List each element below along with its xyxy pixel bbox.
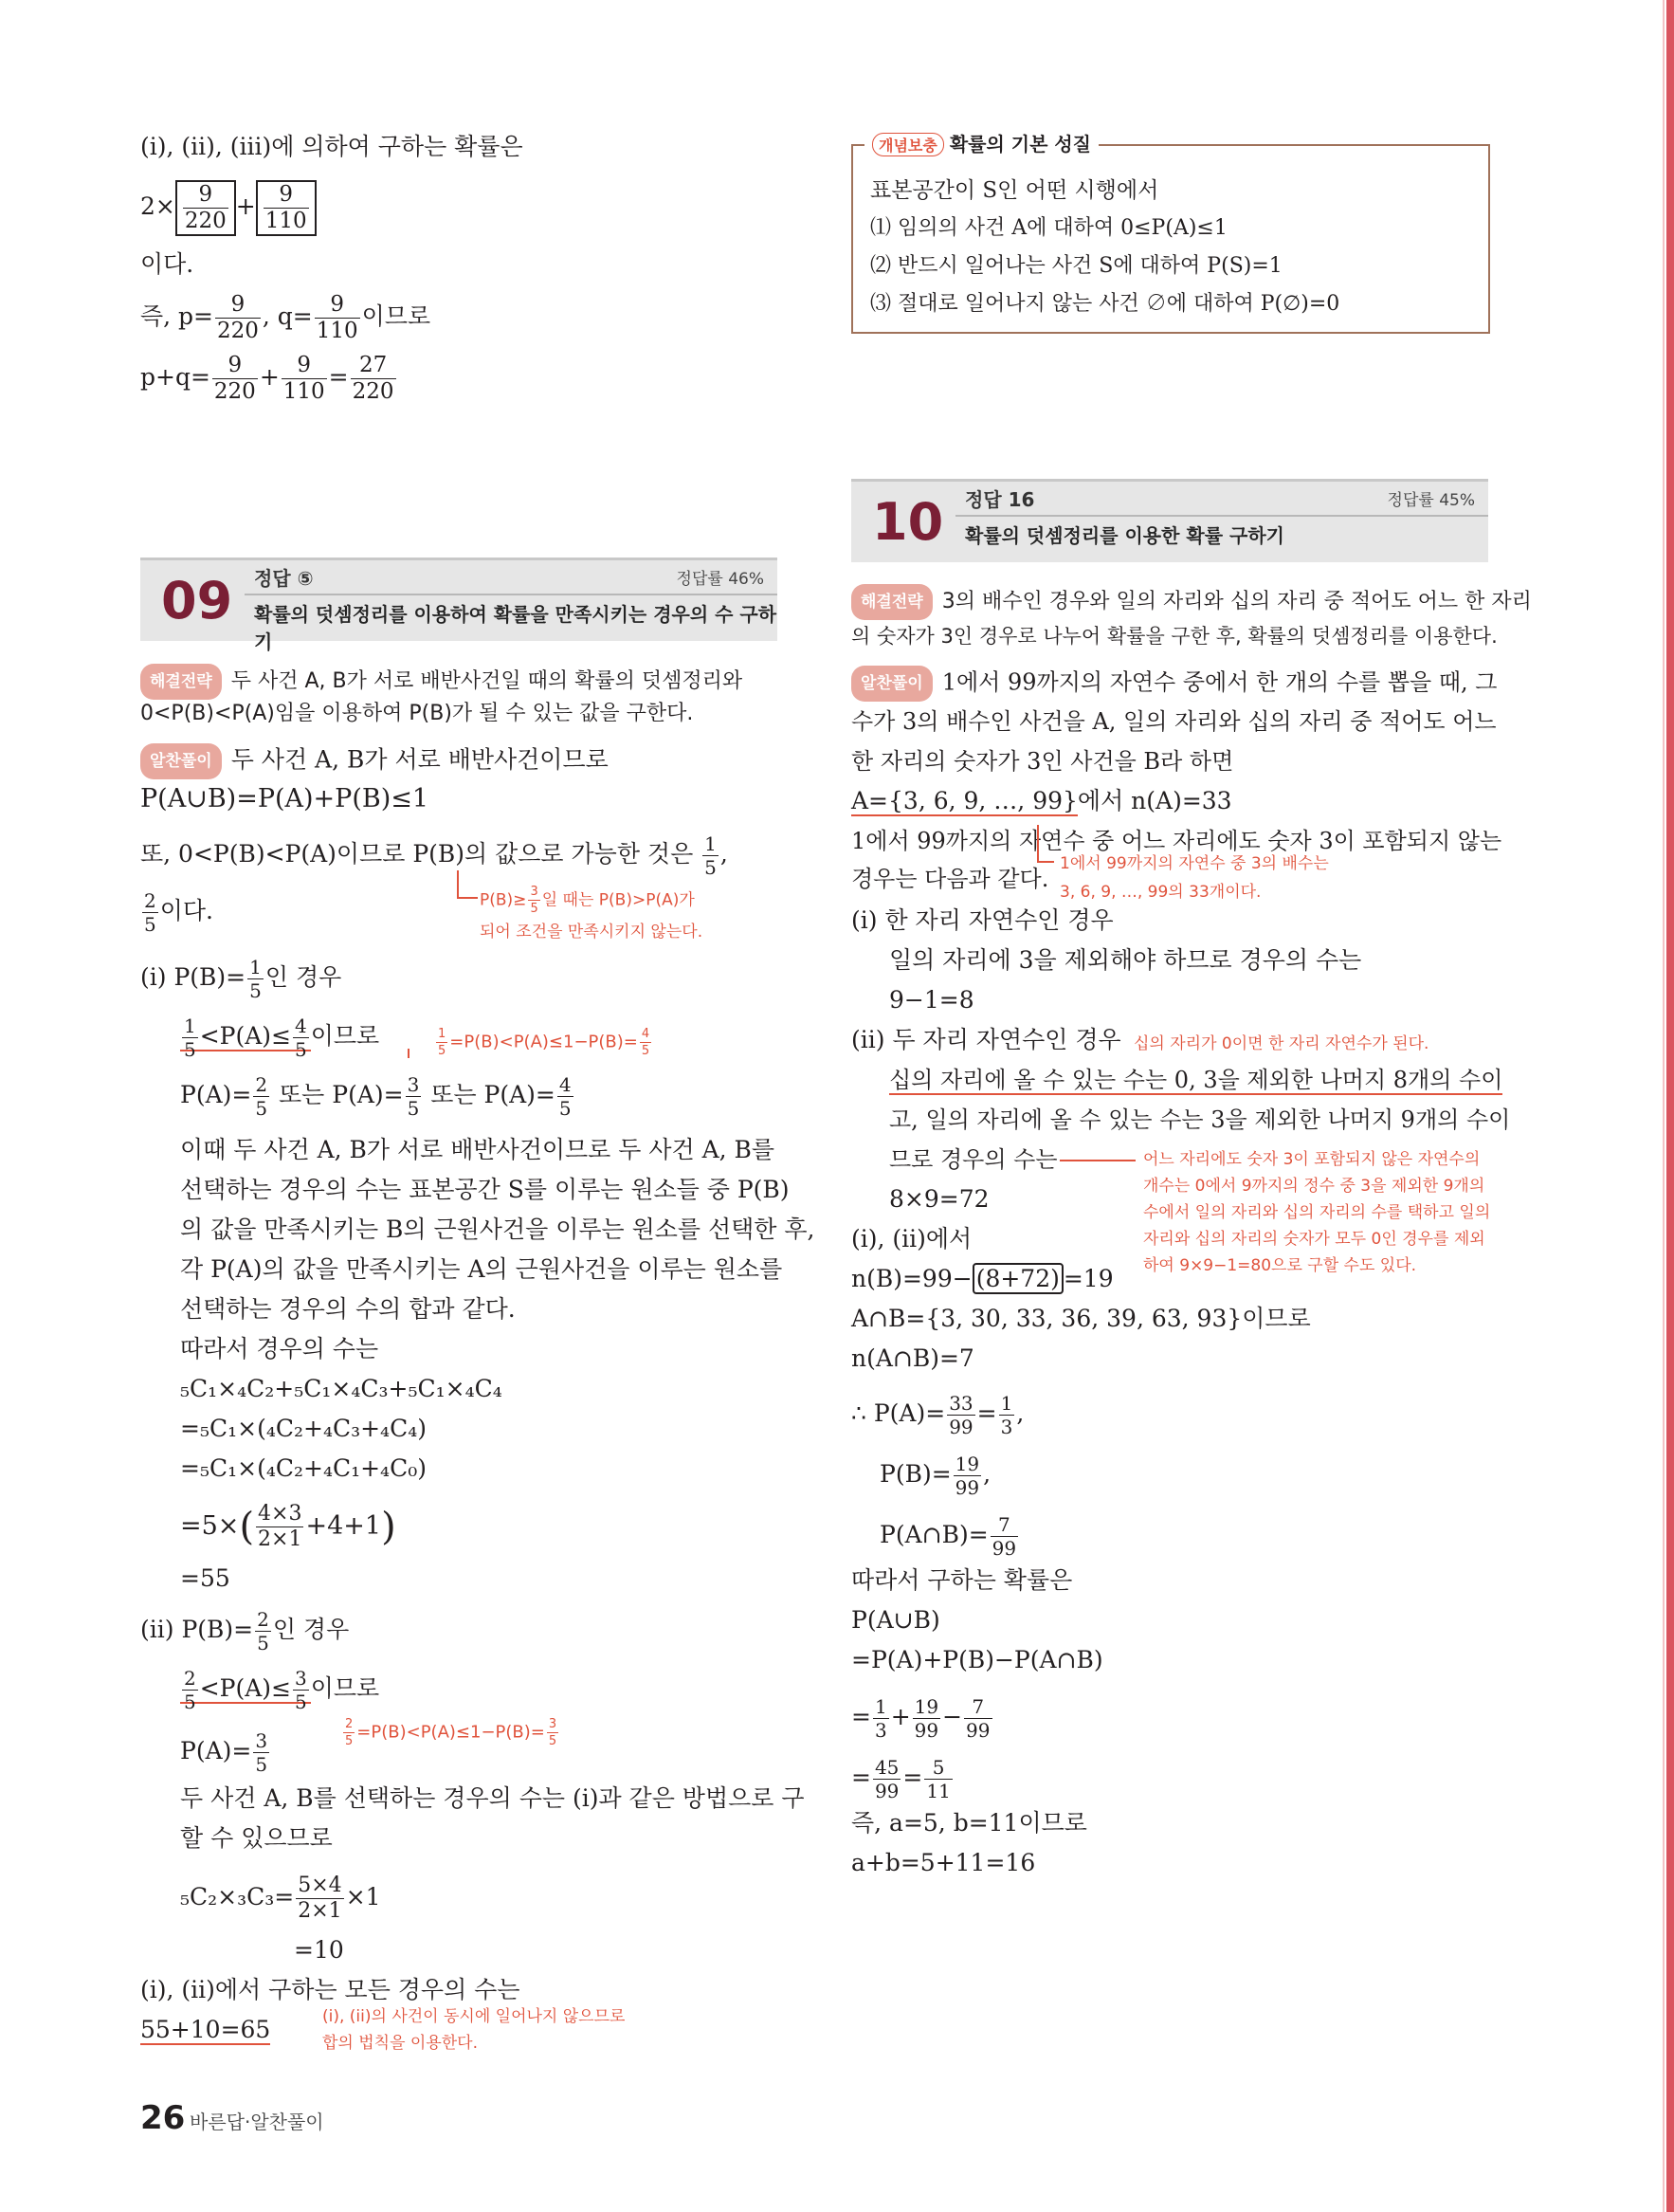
concept-line: ⑵ 반드시 일어나는 사건 S에 대하여 P(S)=1 xyxy=(870,254,1283,278)
concept-line: 표본공간이 S인 어떤 시행에서 xyxy=(870,178,1159,203)
paragraph-line: 의 값을 만족시키는 B의 근원사건을 이루는 원소를 선택한 후, xyxy=(180,1216,815,1243)
page-number: 26 xyxy=(140,2099,186,2137)
formula-line: 9−1=8 xyxy=(889,986,974,1014)
formula-line: $\frac{2}{5}$ <P(A)≤ $\frac{3}{5}$ 이므로 xyxy=(180,1669,379,1711)
annotation-note: 자리와 십의 자리의 숫자가 모두 0인 경우를 제외 xyxy=(1143,1230,1485,1249)
formula-line: A∩B={3, 30, 33, 36, 39, 63, 93}이므로 xyxy=(851,1305,1311,1332)
annotation-note: 합의 법칙을 이용한다. xyxy=(322,2034,479,2053)
page-edge-line xyxy=(1663,0,1665,2212)
answer-label: 정답 ⑤ xyxy=(254,567,314,590)
formula-line: P(A)= $\frac{3}{5}$ xyxy=(180,1729,268,1776)
strategy-line: 해결전략 두 사건 A, B가 서로 배반사건일 때의 확률의 덧셈정리와 xyxy=(140,664,742,700)
annotation-arrow xyxy=(408,1049,410,1058)
solution-line: 즉, a=5, b=11이므로 xyxy=(851,1809,1087,1837)
formula-line: =55 xyxy=(180,1564,230,1592)
formula-line: =5×( $\frac{4\times 3}{2\times 1}$ +4+1) xyxy=(180,1502,396,1551)
problem-topic: 확률의 덧셈정리를 이용한 확률 구하기 xyxy=(965,524,1284,547)
answer-label: 정답 16 xyxy=(965,488,1035,511)
solution-line: 알찬풀이 1에서 99까지의 자연수 중에서 한 개의 수를 뽑을 때, 그 xyxy=(851,666,1497,702)
problem-number: 09 xyxy=(161,571,233,631)
text-line: (i), (ii), (iii)에 의하여 구하는 확률은 xyxy=(140,133,523,160)
formula-line: P(A∪B)=P(A)+P(B)≤1 xyxy=(140,784,429,814)
paragraph-line: (i), (ii)에서 구하는 모든 경우의 수는 xyxy=(140,1976,520,2003)
correct-rate: 정답률 46% xyxy=(676,570,764,589)
annotation-note: $\frac{1}{5}$ =P(B)<P(A)≤1−P(B)= $\frac{4}{5}$ xyxy=(438,1027,650,1058)
strategy-tag: 해결전략 xyxy=(851,584,933,620)
annotation-arrow xyxy=(1060,1159,1136,1161)
concept-line: ⑴ 임의의 사건 A에 대하여 0≤P(A)≤1 xyxy=(870,216,1228,240)
concept-box xyxy=(851,133,1490,334)
problem-10-header xyxy=(851,479,1488,562)
solution-tag: 알찬풀이 xyxy=(140,743,222,779)
page-title: 바른답·알찬풀이 xyxy=(190,2111,324,2133)
strategy-line: 해결전략 3의 배수인 경우와 일의 자리와 십의 자리 중 적어도 어느 한 자리 xyxy=(851,584,1532,620)
formula-line: P(A)= $\frac{2}{5}$ 또는 P(A)= $\frac{3}{5}$ 또는 P(A)= $\frac{4}{5}$ xyxy=(180,1073,572,1120)
solution-line: 므로 경우의 수는 xyxy=(889,1146,1058,1173)
annotation-arrow xyxy=(457,870,478,899)
annotation-note: (i), (ii)의 사건이 동시에 일어나지 않으므로 xyxy=(322,2007,626,2026)
annotation-note: $\frac{2}{5}$ =P(B)<P(A)≤1−P(B)= $\frac{3}{5}$ xyxy=(345,1717,557,1748)
annotation-note: 어느 자리에도 숫자 3이 포함되지 않은 자연수의 xyxy=(1143,1150,1481,1169)
paragraph-line: 선택하는 경우의 수의 합과 같다. xyxy=(180,1295,516,1323)
annotation-note: 하여 9×9−1=80으로 구할 수도 있다. xyxy=(1143,1256,1417,1275)
formula-line: ₅C₁×₄C₂+₅C₁×₄C₃+₅C₁×₄C₄ xyxy=(180,1375,502,1402)
paragraph-line: 이때 두 사건 A, B가 서로 배반사건이므로 두 사건 A, B를 xyxy=(180,1136,775,1163)
problem-number: 10 xyxy=(872,492,944,552)
annotation-note: P(B)≥ $\frac{3}{5}$ 일 때는 P(B)>P(A)가 xyxy=(480,885,695,916)
formula-line: =P(A)+P(B)−P(A∩B) xyxy=(851,1646,1103,1673)
paragraph-line: 두 사건 A, B를 선택하는 경우의 수는 (i)과 같은 방법으로 구 xyxy=(180,1784,805,1812)
formula-line: =₅C₁×(₄C₂+₄C₃+₄C₄) xyxy=(180,1415,427,1442)
annotation-note: 되어 조건을 만족시키지 않는다. xyxy=(480,923,703,941)
solution-line: (i), (ii)에서 xyxy=(851,1225,973,1252)
annotation-note: 개수는 0에서 9까지의 정수 중 3을 제외한 9개의 xyxy=(1143,1177,1485,1196)
formula-line: ₅C₂×₃C₃= $\frac{5\times 4}{2\times 1}$ ×1 xyxy=(180,1874,381,1923)
solution-line: 고, 일의 자리에 올 수 있는 수는 3을 제외한 나머지 9개의 수이 xyxy=(889,1106,1511,1133)
paragraph-line: 선택하는 경우의 수는 표본공간 S를 이루는 원소들 중 P(B) xyxy=(180,1176,790,1203)
solution-line: 1에서 99까지의 자연수 중 어느 자리에도 숫자 3이 포함되지 않는 xyxy=(851,828,1502,854)
solution-tag: 알찬풀이 xyxy=(851,666,933,702)
formula-line: =₅C₁×(₄C₂+₄C₁+₄C₀) xyxy=(180,1454,427,1482)
formula-line: a+b=5+11=16 xyxy=(851,1849,1036,1876)
case-heading: (i) P(B)= $\frac{1}{5}$ 인 경우 xyxy=(140,956,342,1002)
annotation-arrow xyxy=(1037,825,1054,863)
concept-line: ⑶ 절대로 일어나지 않는 사건 ∅에 대하여 P(∅)=0 xyxy=(870,292,1340,316)
strategy-tag: 해결전략 xyxy=(140,664,222,700)
text-line: 이다. xyxy=(140,250,194,278)
solution-line: 따라서 구하는 확률은 xyxy=(851,1566,1073,1594)
formula-line: P(B)= $\frac{19}{99}$ , xyxy=(880,1453,992,1499)
paragraph-line: 따라서 경우의 수는 xyxy=(180,1335,379,1362)
correct-rate: 정답률 45% xyxy=(1387,491,1475,510)
formula-line: =10 xyxy=(294,1936,344,1964)
formula-line: p+q= $\frac{9}{220}$ + $\frac{9}{110}$ = $\frac{27}{220}$ xyxy=(140,353,394,404)
formula-line: 2× $\frac{9}{220}$ + $\frac{9}{110}$ xyxy=(140,180,317,236)
strategy-line: 의 숫자가 3인 경우로 나누어 확률을 구한 후, 확률의 덧셈정리를 이용한다. xyxy=(851,625,1498,648)
formula-line: n(B)=99− (8+72) =19 xyxy=(851,1265,1114,1292)
annotation-note: 수에서 일의 자리와 십의 자리의 수를 택하고 일의 xyxy=(1143,1203,1491,1222)
paragraph-line: 할 수 있으므로 xyxy=(180,1824,333,1852)
case-heading: (i) 한 자리 자연수인 경우 xyxy=(851,906,1114,934)
page-edge-bar xyxy=(1666,0,1674,2212)
formula-line: A={3, 6, 9, …, 99}에서 n(A)=33 xyxy=(851,787,1232,814)
solution-line: 일의 자리에 3을 제외해야 하므로 경우의 수는 xyxy=(889,946,1362,974)
problem-09-header xyxy=(140,558,777,653)
annotation-note: 3, 6, 9, …, 99의 33개이다. xyxy=(1060,883,1262,902)
formula-line: ∴ P(A)= $\frac{33}{99}$ = $\frac{1}{3}$ , xyxy=(851,1392,1025,1438)
formula-line: P(A∪B) xyxy=(851,1606,940,1634)
annotation-note: 십의 자리가 0이면 한 자리 자연수가 된다. xyxy=(1134,1034,1429,1053)
solution-line: 알찬풀이 두 사건 A, B가 서로 배반사건이므로 xyxy=(140,743,609,779)
solution-line: $\frac{2}{5}$ 이다. xyxy=(144,889,213,936)
formula-line: = $\frac{1}{3}$ + $\frac{19}{99}$ − $\frac{7}{99}$ xyxy=(851,1695,991,1742)
formula-line: $\frac{1}{5}$ <P(A)≤ $\frac{4}{5}$ 이므로 xyxy=(180,1016,379,1059)
formula-line: n(A∩B)=7 xyxy=(851,1344,974,1372)
solution-line: 경우는 다음과 같다. xyxy=(851,866,1049,892)
solution-line: 수가 3의 배수인 사건을 A, 일의 자리와 십의 자리 중 적어도 어느 xyxy=(851,708,1497,735)
case-heading: (ii) P(B)= $\frac{2}{5}$ 인 경우 xyxy=(140,1608,350,1654)
concept-title: 개념보충 확률의 기본 성질 xyxy=(864,129,1099,156)
case-heading: (ii) 두 자리 자연수인 경우 xyxy=(851,1026,1121,1053)
paragraph-line: 각 P(A)의 값을 만족시키는 A의 근원사건을 이루는 원소를 xyxy=(180,1255,783,1283)
formula-line: = $\frac{45}{99}$ = $\frac{5}{11}$ xyxy=(851,1756,951,1802)
solution-line: 또, 0<P(B)<P(A)이므로 P(B)의 값으로 가능한 것은 $\frac{1}{5}$ , xyxy=(140,832,728,879)
formula-line: 55+10=65 xyxy=(140,2016,271,2043)
formula-line: P(A∩B)= $\frac{7}{99}$ xyxy=(880,1513,1017,1560)
formula-line: 즉, p= $\frac{9}{220}$ , q= $\frac{9}{110}$ 이므로 xyxy=(140,292,431,343)
formula-line: 8×9=72 xyxy=(889,1185,990,1213)
problem-topic: 확률의 덧셈정리를 이용하여 확률을 만족시키는 경우의 수 구하기 xyxy=(254,603,777,653)
strategy-line: 0<P(B)<P(A)임을 이용하여 P(B)가 될 수 있는 값을 구한다. xyxy=(140,702,694,725)
solution-line: 십의 자리에 올 수 있는 수는 0, 3을 제외한 나머지 8개의 수이 xyxy=(889,1067,1503,1093)
solution-line: 한 자리의 숫자가 3인 사건을 B라 하면 xyxy=(851,748,1234,775)
annotation-note: 1에서 99까지의 자연수 중 3의 배수는 xyxy=(1060,854,1329,873)
